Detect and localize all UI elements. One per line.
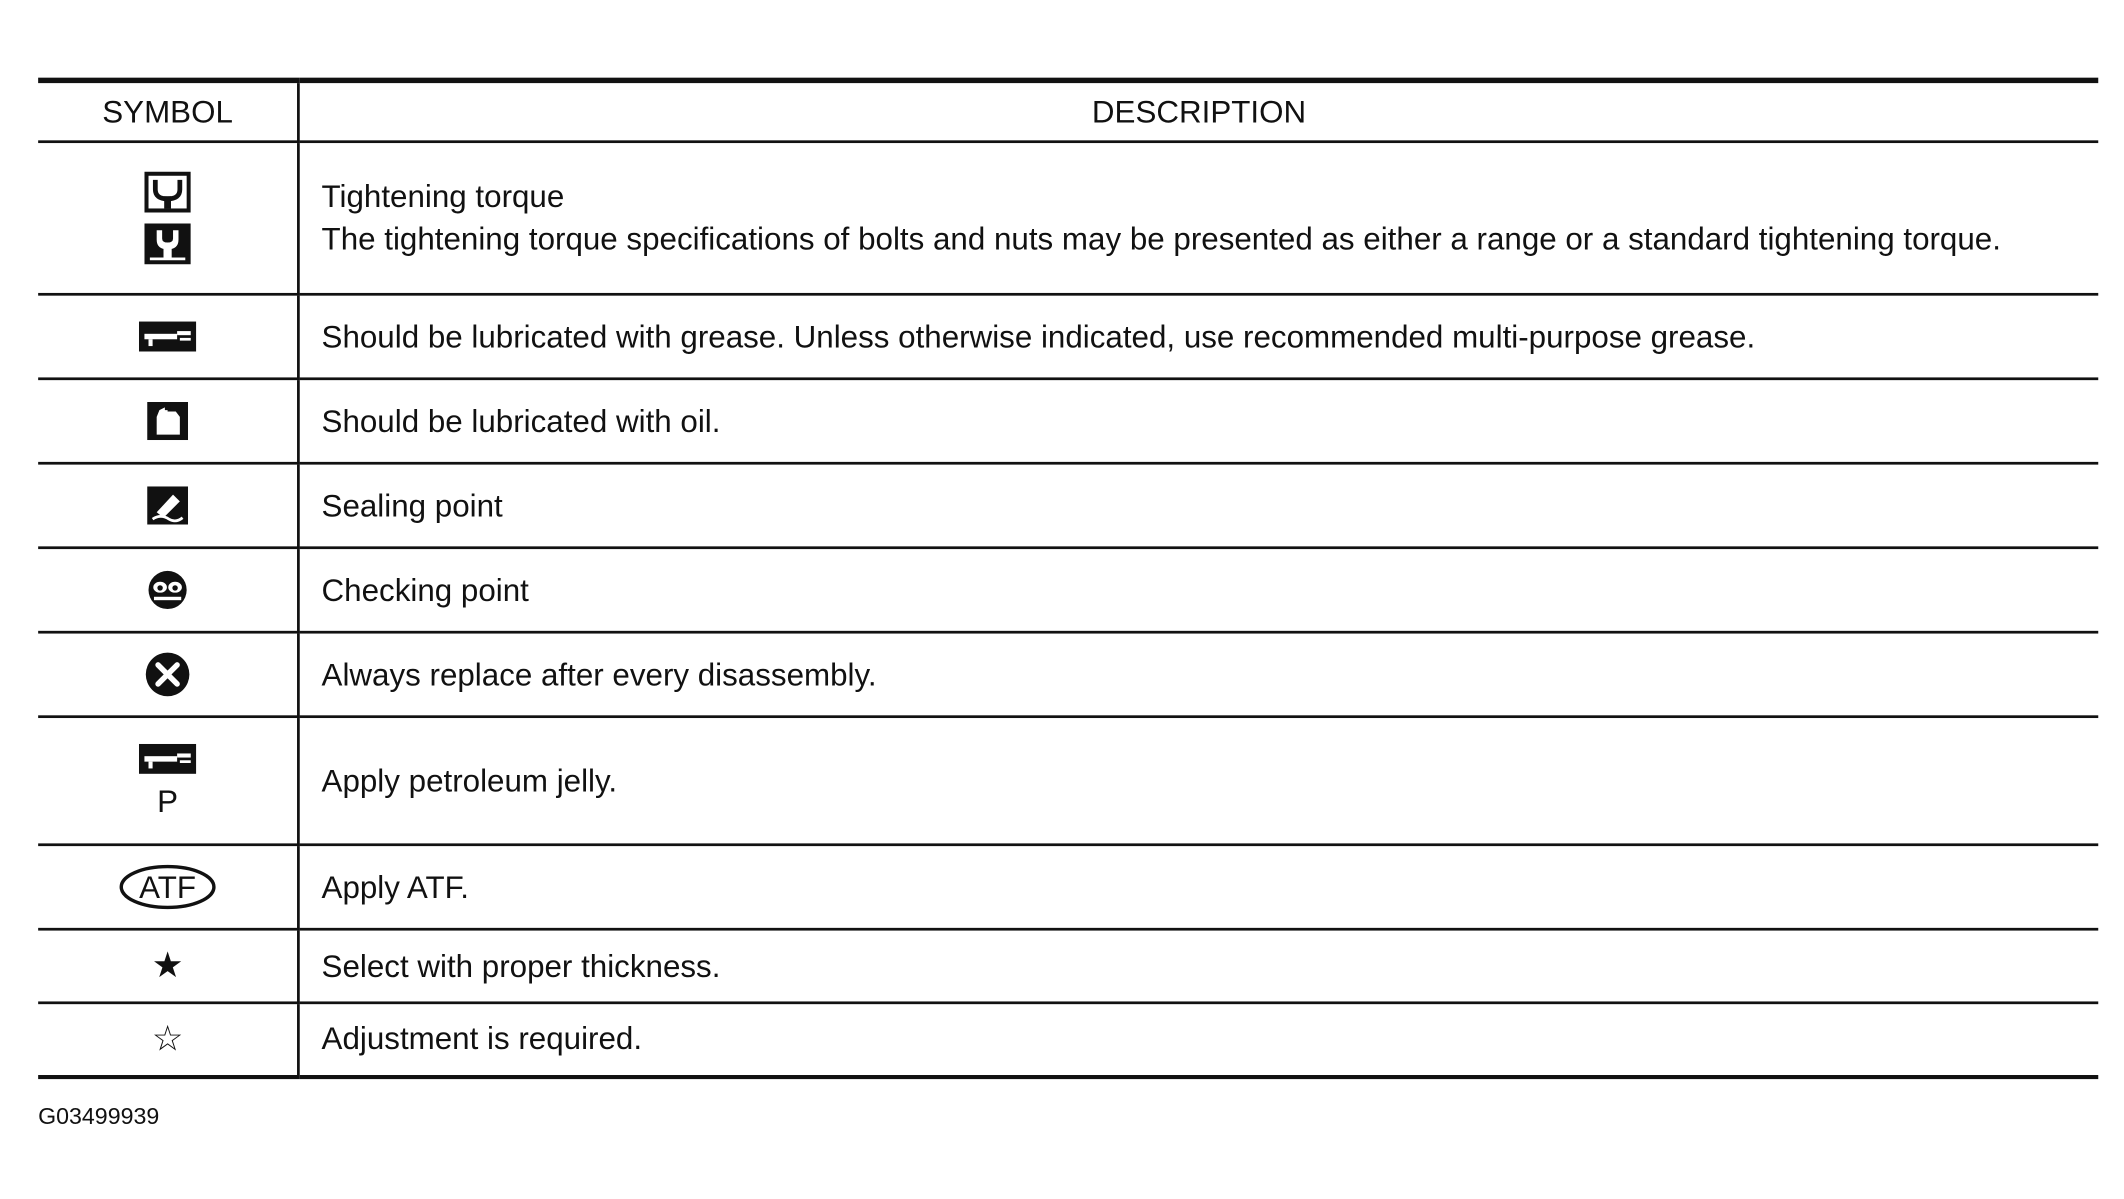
symbol-cell [38, 463, 298, 547]
eyes-check-icon [146, 570, 190, 611]
table-row [38, 548, 2098, 632]
torque-wrench-open-icon [144, 172, 190, 213]
torque-title: Tightening torque [321, 178, 565, 214]
table-row [38, 632, 2098, 716]
table-row [38, 845, 2098, 929]
oil-can-icon [147, 402, 188, 440]
description-cell: Checking point [298, 548, 2098, 632]
atf-label: ATF [139, 869, 197, 905]
symbol-cell [38, 929, 298, 1003]
table-row [38, 379, 2098, 463]
symbol-cell [38, 632, 298, 716]
star-outline-icon: ☆ [151, 1017, 184, 1059]
atf-oval-icon [119, 864, 217, 910]
description-cell: Always replace after every disassembly. [298, 632, 2098, 716]
symbol-column-header: SYMBOL [38, 80, 298, 141]
grease-gun-icon [139, 322, 196, 352]
table-row [38, 463, 2098, 547]
symbol-cell [38, 548, 298, 632]
figure-id: G03499939 [38, 1103, 160, 1130]
table-row [38, 1003, 2098, 1077]
table-row [38, 717, 2098, 845]
description-cell: Should be lubricated with oil. [298, 379, 2098, 463]
replace-x-icon [144, 651, 190, 697]
symbol-cell [38, 717, 298, 845]
grease-gun-icon [139, 744, 196, 774]
petroleum-jelly-symbol-letter: P [157, 783, 179, 819]
description-cell: Adjustment is required. [298, 1003, 2098, 1077]
description-cell: Sealing point [298, 463, 2098, 547]
description-column-header: DESCRIPTION [298, 80, 2098, 141]
table-row [38, 294, 2098, 378]
torque-wrench-filled-icon [144, 223, 190, 264]
symbol-cell [38, 845, 298, 929]
torque-description: The tightening torque specifications of bolts and nuts may be presented as either a range or a standard tightening torque. [321, 220, 2001, 257]
table-row [38, 929, 2098, 1003]
sealant-tube-icon [147, 486, 188, 524]
description-cell: Apply petroleum jelly. [298, 717, 2098, 845]
symbol-cell [38, 379, 298, 463]
table-row [38, 142, 2098, 295]
description-cell: Apply ATF. [298, 845, 2098, 929]
symbol-legend-table [38, 78, 2098, 1079]
symbol-cell [38, 294, 298, 378]
symbol-cell [38, 1003, 298, 1077]
description-cell: Select with proper thickness. [298, 929, 2098, 1003]
description-cell [298, 142, 2098, 295]
symbol-cell [38, 142, 298, 295]
table-header-row [38, 80, 2098, 141]
description-cell: Should be lubricated with grease. Unless otherwise indicated, use recommended multi-purpose grease. [298, 294, 2098, 378]
star-filled-icon: ★ [151, 944, 184, 986]
